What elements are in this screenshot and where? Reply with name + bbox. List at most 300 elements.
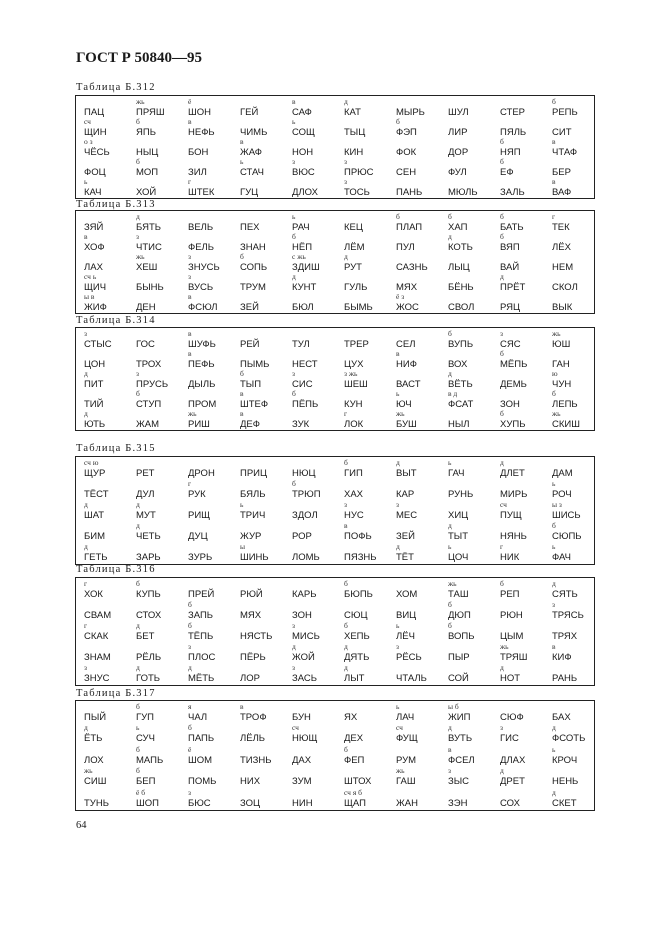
syllable-cell bbox=[284, 389, 336, 411]
syllable-cell bbox=[544, 745, 596, 767]
syllable-word: ФАЧ bbox=[552, 552, 571, 563]
syllable-word: БЫМЬ bbox=[344, 302, 373, 313]
syllable-word: КАТ bbox=[344, 107, 361, 118]
syllable-word: МАПЬ bbox=[136, 754, 164, 766]
syllable-word: ЗНАМ bbox=[84, 652, 111, 663]
variant-mark: ё б bbox=[136, 787, 146, 797]
syllable-word: МЯХ bbox=[240, 610, 262, 621]
syllable-word: ПЕФЬ bbox=[188, 359, 215, 370]
syllable-cell bbox=[128, 600, 180, 622]
variant-mark: жь bbox=[136, 97, 145, 106]
syllable-cell bbox=[76, 479, 128, 501]
syllable-word: НЮЦ bbox=[292, 468, 316, 479]
syllable-cell bbox=[232, 621, 284, 643]
syllable-cell bbox=[440, 157, 492, 179]
syllable-cell bbox=[492, 329, 544, 351]
syllable-word: ЗУМ bbox=[292, 776, 312, 788]
syllable-cell bbox=[492, 542, 544, 564]
syllable-word: РУК bbox=[188, 489, 206, 500]
syllable-cell bbox=[284, 409, 336, 431]
syllable-cell bbox=[284, 117, 336, 139]
variant-mark: д bbox=[344, 97, 348, 106]
syllable-cell bbox=[544, 642, 596, 664]
syllable-word: ЛЁЛЬ bbox=[240, 733, 266, 745]
syllable-word: ПУЩ bbox=[500, 510, 522, 521]
syllable-cell bbox=[76, 521, 128, 543]
syllable-cell bbox=[544, 369, 596, 391]
syllable-cell bbox=[440, 723, 492, 745]
syllable-cell bbox=[388, 389, 440, 411]
syllable-word: СУЧ bbox=[136, 733, 155, 745]
syllable-word: ТАШ bbox=[448, 589, 469, 600]
syllable-word: СИШ bbox=[84, 776, 107, 788]
syllable-cell bbox=[180, 542, 232, 564]
variant-mark: д bbox=[500, 272, 504, 281]
syllable-word: МОП bbox=[136, 167, 159, 178]
syllable-cell bbox=[388, 542, 440, 564]
syllable-word: НИФ bbox=[396, 359, 417, 370]
syllable-word: ЗЭН bbox=[448, 797, 468, 809]
syllable-cell bbox=[544, 663, 596, 685]
syllable-cell bbox=[284, 788, 336, 810]
syllable-cell bbox=[336, 349, 388, 371]
syllable-word: ЦОЧ bbox=[448, 552, 469, 563]
syllable-word: ГАЧ bbox=[448, 468, 465, 479]
syllable-word: ПУЛ bbox=[396, 242, 415, 253]
syllable-word: ХОМ bbox=[396, 589, 418, 600]
table-row bbox=[76, 329, 594, 351]
variant-mark: б bbox=[136, 702, 140, 711]
table-row bbox=[76, 272, 594, 294]
syllable-word: ЛАЧ bbox=[396, 712, 415, 723]
syllable-cell bbox=[180, 329, 232, 351]
syllable-cell bbox=[440, 232, 492, 254]
syllable-word: НЯНЬ bbox=[500, 531, 527, 542]
syllable-cell bbox=[232, 745, 284, 767]
syllable-word: ЛЕПЬ bbox=[552, 399, 578, 410]
syllable-word: ТРЯХ bbox=[552, 631, 578, 642]
syllable-cell bbox=[492, 137, 544, 159]
syllable-cell bbox=[180, 579, 232, 601]
table-row bbox=[76, 663, 594, 685]
variant-mark: в bbox=[552, 137, 556, 146]
syllable-cell bbox=[128, 212, 180, 234]
syllable-word: ГАШ bbox=[396, 776, 416, 788]
table-label: Таблица Б.316 bbox=[76, 564, 156, 575]
variant-mark: д bbox=[136, 212, 140, 221]
syllable-word: ЛИР bbox=[448, 127, 468, 138]
syllable-cell bbox=[232, 542, 284, 564]
syllable-cell bbox=[76, 329, 128, 351]
variant-mark: о з bbox=[84, 137, 93, 146]
syllable-word: СИТ bbox=[552, 127, 572, 138]
syllable-word: ДЛОХ bbox=[292, 187, 318, 198]
syllable-cell bbox=[180, 663, 232, 685]
syllable-cell bbox=[284, 723, 336, 745]
table-row bbox=[76, 766, 594, 788]
variant-mark: з bbox=[500, 329, 503, 338]
syllable-cell bbox=[180, 458, 232, 480]
syllable-word: НИХ bbox=[240, 776, 261, 788]
syllable-cell bbox=[492, 369, 544, 391]
syllable-cell bbox=[76, 663, 128, 685]
syllable-word: СКЕТ bbox=[552, 797, 577, 809]
syllable-cell bbox=[544, 389, 596, 411]
syllable-word: БЕР bbox=[552, 167, 571, 178]
syllable-cell bbox=[336, 766, 388, 788]
syllable-cell bbox=[336, 745, 388, 767]
syllable-cell bbox=[388, 579, 440, 601]
syllable-cell bbox=[128, 621, 180, 643]
syllable-cell bbox=[76, 232, 128, 254]
variant-mark: б bbox=[396, 212, 400, 221]
syllable-word: РЮН bbox=[500, 610, 523, 621]
syllable-cell bbox=[388, 232, 440, 254]
variant-mark: д bbox=[448, 232, 452, 241]
syllable-cell bbox=[180, 723, 232, 745]
syllable-cell bbox=[76, 369, 128, 391]
syllable-word: ПРЕЙ bbox=[188, 589, 215, 600]
syllable-word: ХОФ bbox=[84, 242, 105, 253]
variant-mark: б bbox=[552, 97, 556, 106]
syllable-cell bbox=[492, 272, 544, 294]
syllable-cell bbox=[76, 642, 128, 664]
variant-mark: г bbox=[188, 177, 192, 186]
syllable-cell bbox=[232, 117, 284, 139]
syllable-cell bbox=[232, 329, 284, 351]
syllable-cell bbox=[76, 252, 128, 274]
syllable-word: КРОЧ bbox=[552, 754, 578, 766]
syllable-word: БИМ bbox=[84, 531, 105, 542]
syllable-word: ПЯЛЬ bbox=[500, 127, 527, 138]
syllable-word: ЗНАН bbox=[240, 242, 266, 253]
syllable-word: РУНЬ bbox=[448, 489, 474, 500]
variant-mark: сч bbox=[292, 723, 299, 733]
table-row bbox=[76, 212, 594, 234]
variant-mark: б bbox=[188, 600, 192, 609]
syllable-cell bbox=[232, 349, 284, 371]
syllable-word: ГЕТЬ bbox=[84, 552, 108, 563]
variant-mark: в bbox=[552, 642, 556, 651]
syllable-cell bbox=[232, 479, 284, 501]
syllable-cell bbox=[440, 521, 492, 543]
variant-mark: д bbox=[136, 663, 140, 672]
syllable-word: ДРЕТ bbox=[500, 776, 525, 788]
syllable-word: ХУПЬ bbox=[500, 419, 526, 430]
table-row bbox=[76, 723, 594, 745]
syllable-word: БЕТ bbox=[136, 631, 155, 642]
variant-mark: сч я б bbox=[344, 787, 362, 797]
table-label: Таблица Б.315 bbox=[76, 443, 156, 454]
syllable-cell bbox=[544, 521, 596, 543]
syllable-cell bbox=[492, 600, 544, 622]
variant-mark: з bbox=[188, 252, 191, 261]
syllable-cell bbox=[544, 329, 596, 351]
variant-mark: б bbox=[500, 409, 504, 418]
syllable-word: СТАЧ bbox=[240, 167, 264, 178]
syllable-cell bbox=[76, 788, 128, 810]
variant-mark: б bbox=[136, 389, 140, 398]
syllable-word: ХОК bbox=[84, 589, 103, 600]
syllable-cell bbox=[492, 766, 544, 788]
syllable-cell bbox=[492, 252, 544, 274]
syllable-cell bbox=[544, 600, 596, 622]
variant-mark: в bbox=[188, 349, 192, 358]
variant-mark: в д bbox=[448, 389, 458, 398]
variant-mark: ы bbox=[240, 542, 246, 551]
variant-mark: б bbox=[292, 232, 296, 241]
syllable-word: ПРИЦ bbox=[240, 468, 268, 479]
variant-mark: ь bbox=[396, 621, 400, 630]
syllable-cell bbox=[492, 117, 544, 139]
syllable-word: ПЫР bbox=[448, 652, 470, 663]
syllable-cell bbox=[180, 157, 232, 179]
syllable-word: СТЕР bbox=[500, 107, 526, 118]
syllable-cell bbox=[544, 766, 596, 788]
syllable-word: ПИТ bbox=[84, 379, 104, 390]
syllable-cell bbox=[440, 272, 492, 294]
variant-mark: я bbox=[188, 702, 192, 711]
syllable-cell bbox=[492, 723, 544, 745]
syllable-word: РЕТ bbox=[136, 468, 155, 479]
syllable-word: ЗАЛЬ bbox=[500, 187, 525, 198]
variant-mark: з bbox=[344, 177, 347, 186]
syllable-cell bbox=[76, 97, 128, 119]
syllable-cell bbox=[388, 157, 440, 179]
syllable-word: БЮПЬ bbox=[344, 589, 373, 600]
variant-mark: б bbox=[448, 621, 452, 630]
syllable-cell bbox=[76, 409, 128, 431]
syllable-cell bbox=[388, 479, 440, 501]
table-row bbox=[76, 177, 594, 199]
syllable-cell bbox=[284, 642, 336, 664]
syllable-word: ЗДОЛ bbox=[292, 510, 318, 521]
syllable-cell bbox=[76, 349, 128, 371]
syllable-cell bbox=[232, 766, 284, 788]
syllable-cell bbox=[284, 329, 336, 351]
syllable-cell bbox=[492, 745, 544, 767]
syllable-cell bbox=[232, 579, 284, 601]
syllable-cell bbox=[440, 137, 492, 159]
syllable-cell bbox=[180, 521, 232, 543]
variant-mark: з bbox=[188, 272, 191, 281]
table-label: Таблица Б.313 bbox=[76, 199, 156, 210]
syllable-cell bbox=[76, 600, 128, 622]
syllable-word: СВОЛ bbox=[448, 302, 475, 313]
syllable-word: МЕС bbox=[396, 510, 418, 521]
syllable-word: НУС bbox=[344, 510, 364, 521]
syllable-cell bbox=[544, 500, 596, 522]
syllable-cell bbox=[76, 766, 128, 788]
syllable-word: ЖИФ bbox=[84, 302, 107, 313]
syllable-cell bbox=[232, 212, 284, 234]
variant-mark: б bbox=[344, 458, 348, 467]
syllable-cell bbox=[336, 137, 388, 159]
variant-mark: д bbox=[188, 663, 192, 672]
syllable-cell bbox=[128, 389, 180, 411]
syllable-cell bbox=[440, 252, 492, 274]
variant-mark: ы з bbox=[552, 500, 562, 509]
syllable-cell bbox=[128, 766, 180, 788]
syllable-cell bbox=[284, 663, 336, 685]
syllable-cell bbox=[284, 458, 336, 480]
syllable-word: ЗНУС bbox=[84, 673, 110, 684]
variant-mark: жь bbox=[188, 409, 197, 418]
syllable-cell bbox=[232, 232, 284, 254]
variant-mark: в bbox=[188, 329, 192, 338]
syllable-word: ЗУК bbox=[292, 419, 310, 430]
syllable-cell bbox=[544, 117, 596, 139]
syllable-cell bbox=[232, 252, 284, 274]
syllable-word: БЮЛ bbox=[292, 302, 314, 313]
table-row bbox=[76, 702, 594, 724]
syllable-cell bbox=[76, 621, 128, 643]
syllable-cell bbox=[388, 458, 440, 480]
syllable-word: ПРЮС bbox=[344, 167, 374, 178]
syllable-cell bbox=[284, 579, 336, 601]
syllable-word: ЖУР bbox=[240, 531, 262, 542]
syllable-cell bbox=[440, 766, 492, 788]
syllable-cell bbox=[388, 788, 440, 810]
syllable-word: ПЯЗНЬ bbox=[344, 552, 377, 563]
syllable-word: СЮФ bbox=[500, 712, 524, 723]
variant-mark: б bbox=[240, 252, 244, 261]
table-row bbox=[76, 788, 594, 810]
syllable-cell bbox=[336, 479, 388, 501]
variant-mark: з bbox=[448, 766, 451, 776]
syllable-word: ФЭП bbox=[396, 127, 417, 138]
syllable-word: ЗЫС bbox=[448, 776, 470, 788]
variant-mark: ь bbox=[448, 458, 452, 467]
variant-mark: б bbox=[552, 521, 556, 530]
syllable-cell bbox=[388, 600, 440, 622]
variant-mark: д bbox=[500, 458, 504, 467]
syllable-cell bbox=[544, 232, 596, 254]
syllable-word: НОТ bbox=[500, 673, 521, 684]
syllable-cell bbox=[492, 500, 544, 522]
syllable-word: ПОМЬ bbox=[188, 776, 217, 788]
syllable-cell bbox=[232, 409, 284, 431]
variant-mark: сч bbox=[84, 117, 91, 126]
syllable-word: ДЕН bbox=[136, 302, 156, 313]
syllable-word: ДЕМЬ bbox=[500, 379, 527, 390]
syllable-table bbox=[75, 327, 595, 431]
syllable-word: ПЫЙ bbox=[84, 712, 107, 723]
syllable-cell bbox=[232, 369, 284, 391]
variant-mark: б bbox=[188, 723, 192, 733]
syllable-word: ЦОН bbox=[84, 359, 106, 370]
syllable-word: БЯЛЬ bbox=[240, 489, 266, 500]
syllable-word: ЗИЛ bbox=[188, 167, 207, 178]
syllable-word: РОР bbox=[292, 531, 312, 542]
syllable-cell bbox=[232, 137, 284, 159]
syllable-cell bbox=[284, 349, 336, 371]
syllable-word: РАЧ bbox=[292, 222, 310, 233]
syllable-cell bbox=[544, 409, 596, 431]
syllable-cell bbox=[76, 500, 128, 522]
syllable-cell bbox=[492, 642, 544, 664]
syllable-word: ПРУСЬ bbox=[136, 379, 169, 390]
syllable-word: НИН bbox=[292, 797, 313, 809]
syllable-word: ГУЦ bbox=[240, 187, 259, 198]
syllable-word: ЖАМ bbox=[136, 419, 160, 430]
syllable-word: ТРЮП bbox=[292, 489, 321, 500]
syllable-cell bbox=[76, 177, 128, 199]
variant-mark: б bbox=[500, 579, 504, 588]
syllable-word: ЁТЬ bbox=[84, 733, 103, 745]
syllable-word: ПРЯШ bbox=[136, 107, 165, 118]
variant-mark: б bbox=[136, 117, 140, 126]
syllable-word: БЁНЬ bbox=[448, 282, 474, 293]
syllable-word: НЫЦ bbox=[136, 147, 159, 158]
variant-mark: б bbox=[136, 579, 140, 588]
syllable-word: ЮТЬ bbox=[84, 419, 106, 430]
syllable-cell bbox=[440, 788, 492, 810]
syllable-cell bbox=[284, 232, 336, 254]
syllable-cell bbox=[336, 212, 388, 234]
variant-mark: в bbox=[240, 702, 244, 711]
syllable-cell bbox=[440, 292, 492, 314]
syllable-word: САЗНЬ bbox=[396, 262, 428, 273]
syllable-word: ЗЕЙ bbox=[240, 302, 259, 313]
syllable-table bbox=[75, 577, 595, 686]
syllable-word: СЮЦ bbox=[344, 610, 368, 621]
syllable-word: РЕП bbox=[500, 589, 520, 600]
syllable-word: ДЕФ bbox=[240, 419, 260, 430]
syllable-word: ФЕЛЬ bbox=[188, 242, 215, 253]
syllable-word: ЛЁХ bbox=[552, 242, 571, 253]
syllable-word: ТИЙ bbox=[84, 399, 104, 410]
syllable-word: МЁТЬ bbox=[188, 673, 215, 684]
syllable-cell bbox=[336, 663, 388, 685]
syllable-cell bbox=[440, 329, 492, 351]
syllable-cell bbox=[284, 745, 336, 767]
syllable-cell bbox=[180, 409, 232, 431]
syllable-word: ШИСЬ bbox=[552, 510, 581, 521]
syllable-cell bbox=[232, 389, 284, 411]
syllable-cell bbox=[440, 369, 492, 391]
table-row bbox=[76, 479, 594, 501]
syllable-cell bbox=[336, 157, 388, 179]
variant-mark: в bbox=[188, 117, 192, 126]
syllable-word: КУНТ bbox=[292, 282, 317, 293]
variant-mark: з bbox=[396, 642, 399, 651]
syllable-cell bbox=[232, 177, 284, 199]
variant-mark: з bbox=[292, 663, 295, 672]
syllable-cell bbox=[284, 157, 336, 179]
variant-mark: ь bbox=[396, 389, 400, 398]
variant-mark: з bbox=[136, 369, 139, 378]
syllable-cell bbox=[128, 329, 180, 351]
variant-mark: б bbox=[188, 621, 192, 630]
syllable-cell bbox=[544, 157, 596, 179]
syllable-word: НЁП bbox=[292, 242, 313, 253]
syllable-word: СВАМ bbox=[84, 610, 112, 621]
syllable-cell bbox=[284, 292, 336, 314]
syllable-word: КАРЬ bbox=[292, 589, 317, 600]
syllable-cell bbox=[492, 663, 544, 685]
variant-mark: б bbox=[500, 232, 504, 241]
syllable-cell bbox=[128, 137, 180, 159]
syllable-word: САФ bbox=[292, 107, 312, 118]
variant-mark: з bbox=[84, 663, 87, 672]
syllable-cell bbox=[492, 579, 544, 601]
syllable-cell bbox=[128, 542, 180, 564]
syllable-cell bbox=[128, 642, 180, 664]
syllable-cell bbox=[544, 621, 596, 643]
syllable-word: ВАФ bbox=[552, 187, 572, 198]
syllable-cell bbox=[128, 157, 180, 179]
